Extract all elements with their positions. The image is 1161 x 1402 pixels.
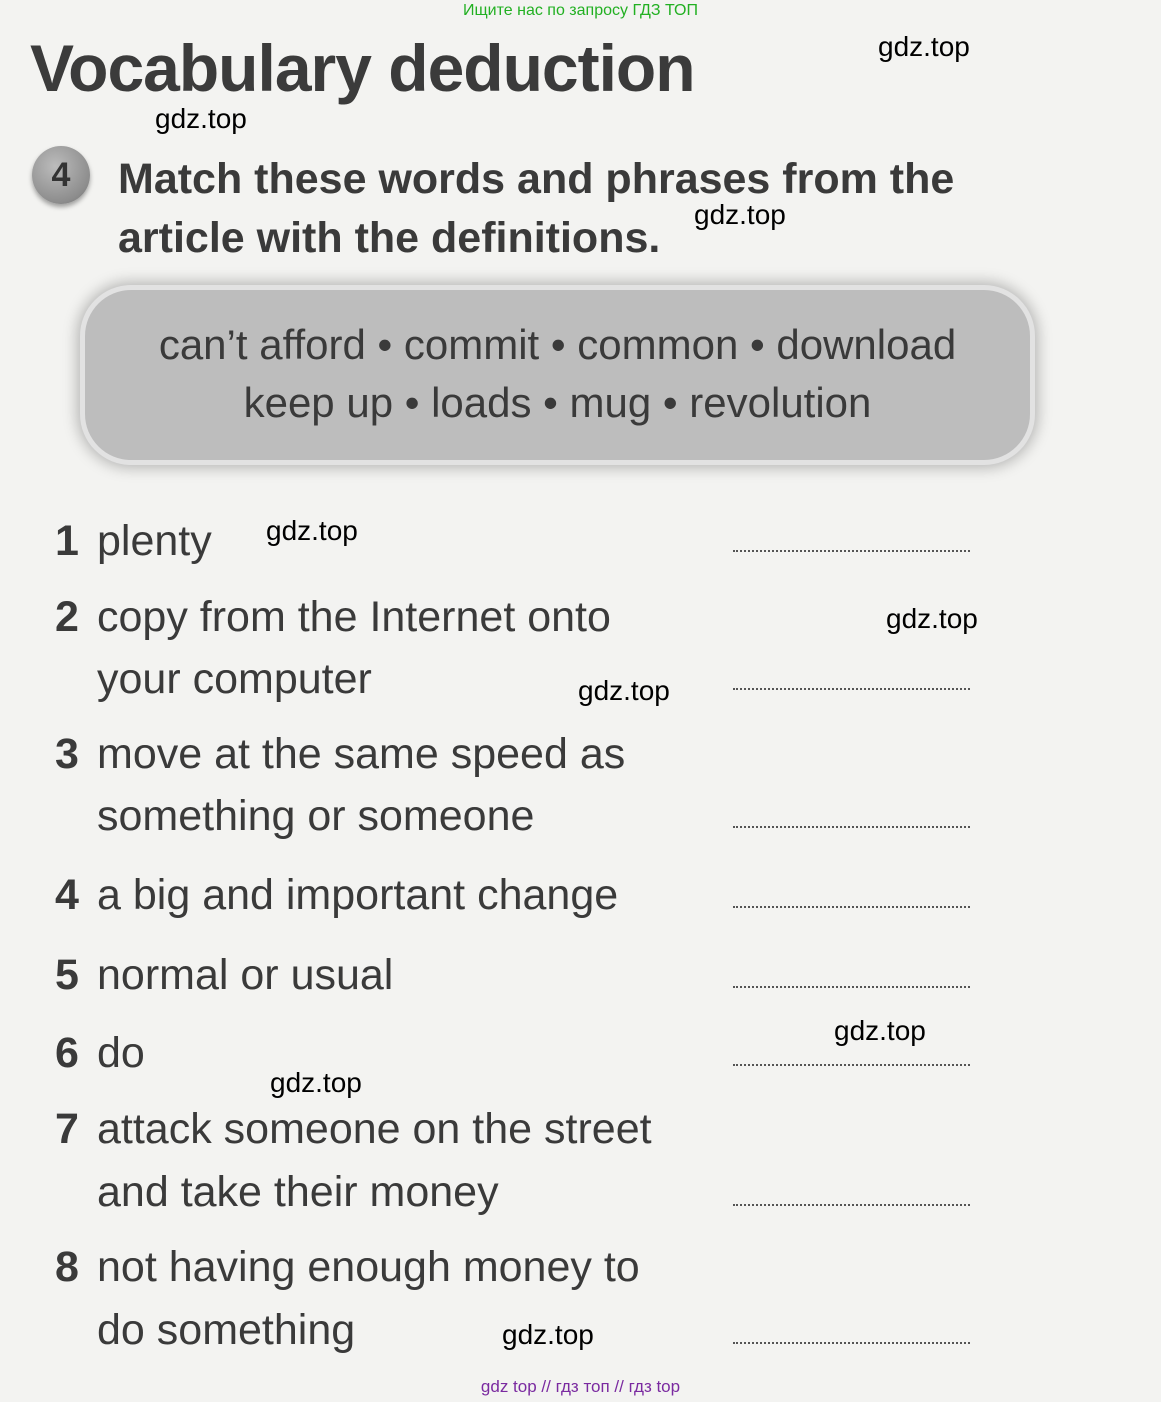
item-definition: attack someone on the street — [97, 1105, 652, 1153]
item-definition: plenty — [97, 517, 212, 565]
instruction-line: article with the definitions. — [118, 214, 661, 262]
item-definition: not having enough money to — [97, 1243, 640, 1291]
item-number: 7 — [55, 1105, 79, 1153]
item-definition: a big and important change — [97, 871, 619, 919]
watermark: gdz.top — [266, 515, 358, 546]
watermark: gdz.top — [694, 199, 786, 230]
item-definition-cont: and take their money — [97, 1168, 499, 1216]
answer-line[interactable] — [733, 986, 970, 988]
watermark: gdz.top — [834, 1015, 926, 1046]
answer-line[interactable] — [733, 1204, 970, 1206]
task-number-badge: 4 — [32, 146, 90, 204]
item-definition: copy from the Internet onto — [97, 593, 611, 641]
bottom-banner[interactable]: gdz top // гдз топ // гдз top — [480, 1377, 681, 1396]
item-number: 5 — [55, 951, 79, 999]
watermark: gdz.top — [578, 675, 670, 706]
task-instruction — [118, 150, 1048, 268]
item-number: 4 — [55, 871, 79, 919]
top-banner[interactable]: Ищите нас по запросу ГДЗ ТОП — [463, 2, 698, 19]
item-definition-cont: your computer — [97, 655, 372, 703]
item-number: 8 — [55, 1243, 79, 1291]
answer-line[interactable] — [733, 826, 970, 828]
answer-line[interactable] — [733, 1342, 970, 1344]
item-number: 3 — [55, 730, 79, 778]
instruction-line: Match these words and phrases from the — [118, 155, 955, 203]
item-definition: normal or usual — [97, 951, 394, 999]
word-box-line: can’t afford • commit • common • download — [158, 321, 957, 368]
item-number: 2 — [55, 593, 79, 641]
answer-line[interactable] — [733, 1064, 970, 1066]
answer-line[interactable] — [733, 688, 970, 690]
answer-line[interactable] — [733, 550, 970, 552]
item-number: 1 — [55, 517, 79, 565]
watermark: gdz.top — [155, 103, 247, 134]
item-definition-cont: something or someone — [97, 792, 535, 840]
item-definition: do — [97, 1029, 145, 1077]
page-title: Vocabulary deduction — [30, 31, 695, 105]
item-number: 6 — [55, 1029, 79, 1077]
answer-line[interactable] — [733, 906, 970, 908]
watermark: gdz.top — [878, 31, 970, 62]
watermark: gdz.top — [502, 1319, 594, 1350]
item-definition-cont: do something — [97, 1306, 356, 1354]
item-definition: move at the same speed as — [97, 730, 626, 778]
watermark: gdz.top — [886, 603, 978, 634]
watermark: gdz.top — [270, 1067, 362, 1098]
word-box-line: keep up • loads • mug • revolution — [243, 379, 872, 426]
word-box — [85, 290, 1030, 460]
